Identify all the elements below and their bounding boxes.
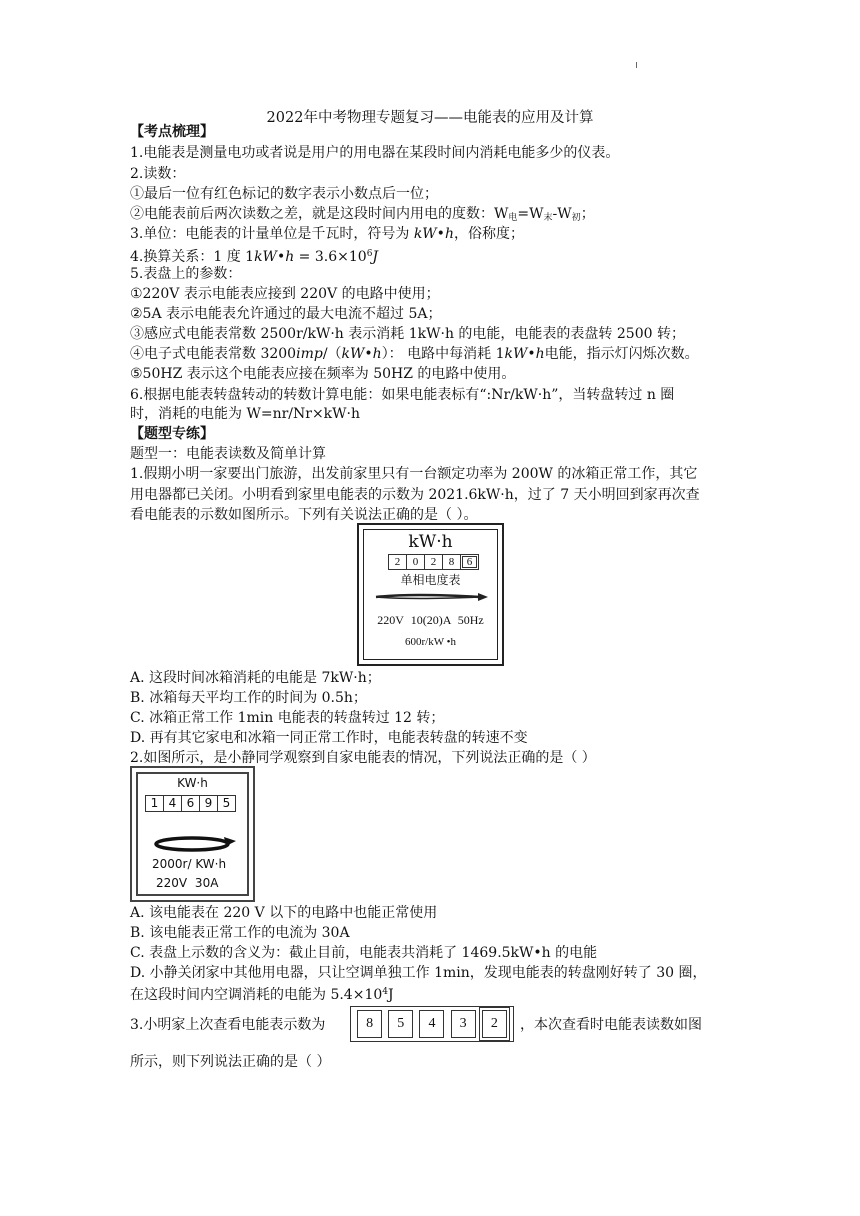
point-5: 5.表盘上的参数： — [130, 266, 242, 282]
meter-1-digit: 2 — [388, 554, 406, 570]
point-5-2: ②5A 表示电能表允许通过的最大电流不超过 5A； — [130, 306, 442, 322]
electric-meter-figure-2 — [130, 766, 255, 902]
point-5-5: ⑤50HZ 表示这个电能表应接在频率为 50HZ 的电路中使用。 — [130, 366, 516, 382]
meter-1-digit: 0 — [406, 554, 424, 570]
question-1-line-1: 1.假期小明一家要出门旅游，出发前家里只有一台额定功率为 200W 的冰箱正常工作，其它 — [130, 466, 698, 482]
point-5-1: ①220V 表示电能表应接到 220V 的电路中使用； — [130, 286, 440, 302]
page-mark — [636, 62, 637, 68]
question-2-option-c: C. 表盘上示数的含义为：截止目前，电能表共消耗了 1469.5kW•h 的电能 — [130, 945, 598, 961]
reading-digit: 5 — [388, 1010, 413, 1038]
meter-1-unit: kW·h — [408, 532, 453, 552]
point-2-1: ①最后一位有红色标记的数字表示小数点后一位； — [130, 186, 438, 202]
point-6: 6.根据电能表转盘转动的转数计算电能：如果电能表标有“:Nr/kW·h”，当转盘转过 n 圈 — [130, 387, 675, 403]
meter-2-spec: 220V 30A — [156, 876, 219, 890]
meter-1-digit: 8 — [442, 554, 460, 570]
meter-1-spec: 220V 10(20)A 50Hz — [377, 613, 484, 627]
meter-2-digits — [145, 795, 236, 812]
reading-digit: 8 — [357, 1010, 382, 1038]
question-3-stem-start: 3.小明家上次查看电能表示数为 — [130, 1017, 326, 1033]
question-1-line-3: 看电能表的示数如图所示。下列有关说法正确的是（ ）。 — [130, 507, 478, 523]
meter-1-frame — [363, 529, 498, 660]
meter-2-frame — [136, 772, 249, 896]
meter-1-digit: 6 — [460, 554, 479, 570]
point-5-4: ④电子式电能表常数 3200imp/（kW•h）： 电路中每消耗 1kW•h电能，指示灯闪烁次数。 — [130, 346, 699, 362]
meter-2-digit: 9 — [199, 795, 217, 812]
question-2-stem: 2.如图所示，是小静同学观察到自家电能表的情况，下列说法正确的是（ ） — [130, 750, 596, 766]
meter-2-digit: 6 — [181, 795, 199, 812]
rotating-disc-icon — [152, 834, 238, 854]
meter-1-name: 单相电度表 — [400, 573, 461, 587]
electric-meter-figure-1 — [357, 523, 504, 666]
point-1: 1.电能表是测量电功或者说是用户的用电器在某段时间内消耗电能多少的仪表。 — [130, 145, 620, 161]
question-3-stem-end: 所示，则下列说法正确的是（ ） — [130, 1054, 331, 1070]
question-3-stem-middle: ，本次查看时电能表读数如图 — [520, 1017, 702, 1033]
section-heading-key-points: 【考点梳理】 — [130, 124, 214, 140]
question-2-option-d-cont: 在这段时间内空调消耗的电能为 $5.4\times 10^4J$ — [130, 987, 394, 1003]
point-5-3: ③感应式电能表常数 2500r/kW·h 表示消耗 1kW·h 的电能，电能表的表盘转 2500 转； — [130, 326, 685, 342]
question-type-1: 题型一：电能表读数及简单计算 — [130, 446, 326, 462]
reading-digit: 3 — [451, 1010, 476, 1038]
point-2: 2.读数： — [130, 166, 186, 182]
meter-2-digit: 4 — [163, 795, 181, 812]
meter-2-constant: 2000r/ KW·h — [152, 857, 227, 871]
question-1-option-a: A. 这段时间冰箱消耗的电能是 7kW·h； — [130, 670, 381, 686]
question-2-option-b: B. 该电能表正常工作的电流为 30A — [130, 925, 350, 941]
meter-2-digit: 5 — [217, 795, 236, 812]
point-3: 3.单位：电能表的计量单位是千瓦时，符号为 kW•h，俗称度； — [130, 226, 524, 242]
meter-1-digits — [388, 554, 479, 570]
question-1-option-c: C. 冰箱正常工作 1min 电能表的转盘转过 12 转； — [130, 710, 445, 726]
meter-2-unit: KW·h — [177, 776, 208, 790]
point-6-cont: 时，消耗的电能为 W=nr/Nr×kW·h — [130, 406, 361, 422]
question-1-option-d: D. 再有其它家电和冰箱一同正常工作时，电能表转盘的转速不变 — [130, 730, 528, 746]
page-title: 2022年中考物理专题复习——电能表的应用及计算 — [266, 110, 594, 126]
section-heading-practice: 【题型专练】 — [130, 426, 214, 442]
question-2-option-a: A. 该电能表在 220 V 以下的电路中也能正常使用 — [130, 905, 438, 921]
question-1-option-b: B. 冰箱每天平均工作的时间为 0.5h； — [130, 690, 367, 706]
meter-1-constant: 600r/kW •h — [404, 636, 456, 648]
point-4: 4.换算关系：1 度 1kW•h = $3.6\times 10^6J$ — [130, 249, 379, 265]
question-2-option-d: D. 小静关闭家中其他用电器，只让空调单独工作 1min，发现电能表的转盘刚好转了 30 圈， — [130, 965, 707, 981]
meter-1-digit: 2 — [424, 554, 442, 570]
question-1-line-2: 用电器都已关闭。小明看到家里电能表的示数为 2021.6kW·h，过了 7 天小明回到家再次查 — [130, 487, 700, 503]
point-2-2: ②电能表前后两次读数之差，就是这段时间内用电的度数：$W_电=W_末-W_初$； — [130, 206, 595, 223]
reading-digit: 4 — [419, 1010, 444, 1038]
reading-digit: 2 — [482, 1010, 507, 1038]
arrow-icon — [372, 591, 490, 603]
meter-2-digit: 1 — [145, 795, 163, 812]
previous-reading-digits — [350, 1006, 514, 1042]
